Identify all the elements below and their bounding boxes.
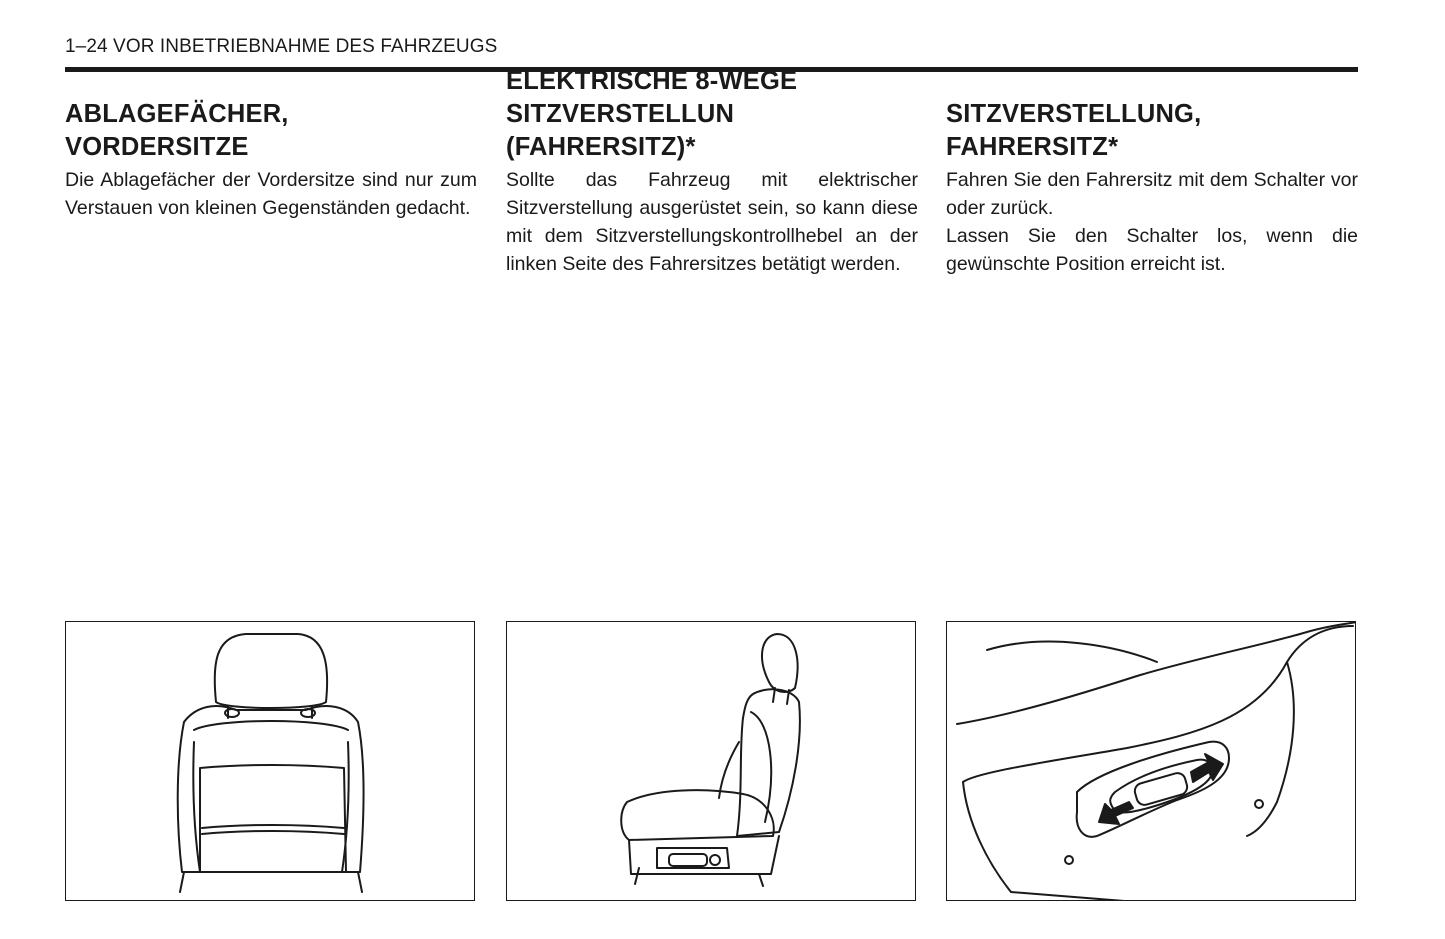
paragraph: Fahren Sie den Fahrersitz mit dem Schalter vor oder zurück.: [946, 169, 1358, 219]
section-body: [946, 166, 1358, 278]
seat-back-pocket-illustration: [65, 621, 475, 901]
section-title: ELEKTRISCHE 8-WEGE SITZVERSTELLUN (FAHRERSITZ)*: [506, 67, 798, 161]
power-seat-side-illustration: [506, 621, 916, 901]
section-storage-compartments: [65, 96, 477, 222]
paragraph: Lassen Sie den Schalter los, wenn die gewünschte Position erreicht ist.: [946, 225, 1358, 275]
section-seat-adjustment: [946, 96, 1358, 278]
paragraph: Sollte das Fahrzeug mit elektrischer Sitzverstellung ausgerüstet sein, so kann diese mit dem Sitzverstellungskontrollhebel an der linken Seite des Fahrersitzes betätigt werden.: [506, 169, 918, 275]
seat-switch-closeup-illustration: [946, 621, 1356, 901]
section-body: [506, 166, 918, 278]
section-title: SITZVERSTELLUNG, FAHRERSITZ*: [946, 100, 1202, 161]
section-power-seat: [506, 67, 918, 278]
paragraph: Die Ablagefächer der Vordersitze sind nur zum Verstauen von kleinen Gegenständen gedacht.: [65, 169, 477, 219]
section-title: ABLAGEFÄCHER, VORDERSITZE: [65, 100, 289, 161]
page-header: 1–24 VOR INBETRIEBNAHME DES FAHRZEUGS: [65, 36, 498, 57]
section-body: [65, 166, 477, 222]
